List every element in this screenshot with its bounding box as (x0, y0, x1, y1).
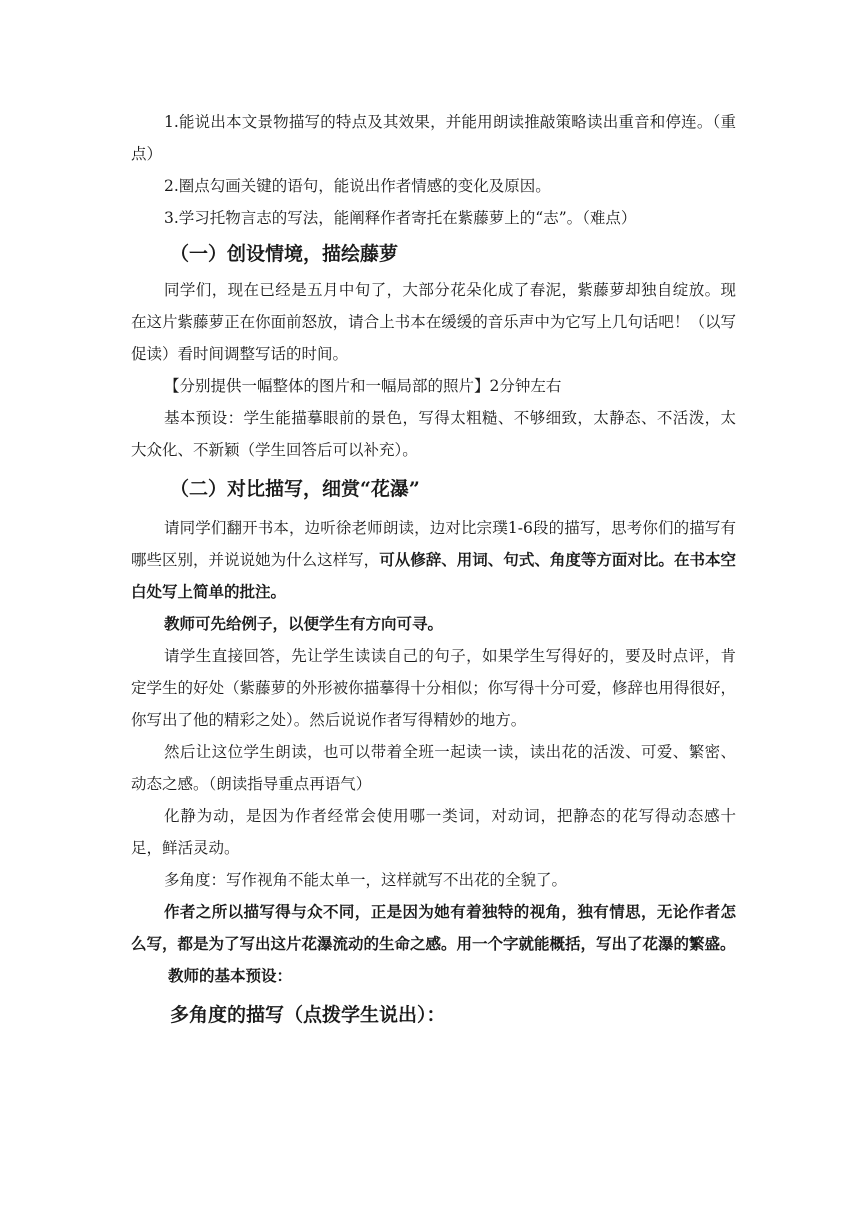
objective-1: 1.能说出本文景物描写的特点及其效果，并能用朗读推敲策略读出重音和停连。（重点） (131, 113, 736, 163)
document-body (131, 106, 736, 1038)
objective-3: 3.学习托物言志的写法，能阐释作者寄托在紫藤萝上的“志”。（难点） (164, 209, 637, 227)
section-2-paragraph-1 (131, 512, 736, 608)
section-2-paragraph-1-bold: 可从修辞、用词、句式、角度等方面对比。在书本空白处写上简单的批注。 (131, 550, 736, 601)
section-2-heading: （二）对比描写，细赏“花瀑” (170, 478, 420, 500)
section-2-paragraph-7: 作者之所以描写得与众不同，正是因为她有着独特的视角，独有情思，无论作者怎么写，都是为了写出这片花瀑流动的生命之感。用一个字就能概括，写出了花瀑的繁盛。 (131, 902, 736, 953)
section-1-heading: （一）创设情境，描绘藤萝 (170, 243, 399, 265)
section-2-paragraph-1-plain: 请同学们翻开书本，边听徐老师朗读，边对比宗璞1-6段的描写，思考你们的描写有哪些区别，并说说她为什么这样写， (131, 519, 736, 569)
section-2-paragraph-4: 然后让这位学生朗读，也可以带着全班一起读一读，读出花的活泼、可爱、繁密、动态之感。（朗读指导重点再语气） (131, 743, 736, 793)
section-1-paragraph-1: 同学们，现在已经是五月中旬了，大部分花朵化成了春泥，紫藤萝却独自绽放。现在这片紫藤萝正在你面前怒放，请合上书本在缓缓的音乐声中为它写上几句话吧！（以写促读）看时间调整写话的时间。 (131, 281, 736, 363)
section-2-paragraph-6: 多角度：写作视角不能太单一，这样就写不出花的全貌了。 (164, 871, 568, 889)
section-2-paragraph-5: 化静为动，是因为作者经常会使用哪一类词，对动词，把静态的花写得动态感十足，鲜活灵动。 (131, 807, 736, 857)
section-1-paragraph-3: 基本预设：学生能描摹眼前的景色，写得太粗糙、不够细致，太静态、不活泼，太大众化、不新颖（学生回答后可以补充）。 (131, 409, 736, 459)
objective-2: 2.圈点勾画关键的语句，能说出作者情感的变化及原因。 (164, 177, 551, 195)
section-1-paragraph-2: 【分别提供一幅整体的图片和一幅局部的照片】2分钟左右 (164, 377, 562, 395)
section-2-paragraph-3: 请学生直接回答，先让学生读读自己的句子，如果学生写得好的，要及时点评，肯定学生的好处（紫藤萝的外形被你描摹得十分相似；你写得十分可爱，修辞也用得很好，你写出了他的精彩之处）。然后说说作者写得精妙的地方。 (131, 647, 736, 729)
multi-angle-subheading: 多角度的描写（点拨学生说出）： (170, 1004, 446, 1026)
section-2-paragraph-2: 教师可先给例子，以便学生有方向可寻。 (164, 614, 444, 633)
teacher-preset-label: 教师的基本预设： (168, 966, 293, 985)
